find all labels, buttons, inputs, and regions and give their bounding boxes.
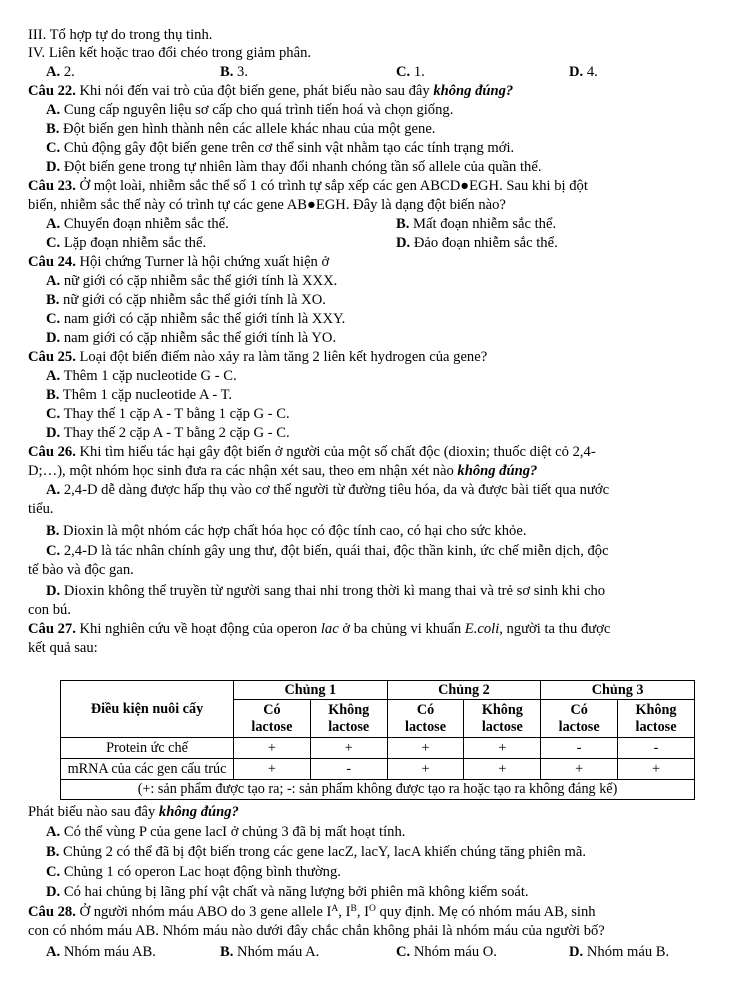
table-cell: - (618, 738, 695, 759)
q21-option-b: B. 3. (220, 64, 248, 80)
q21-option-d: D. 4. (569, 64, 598, 80)
q26-option-d: D. Dioxin không thể truyền từ người sang thai nhi trong thời kì mang thai và trẻ sơ sinh khi cho (46, 583, 606, 599)
q26-stem-cont: D;…), một nhóm học sinh đưa ra các nhận xét sau, theo em nhận xét nào không đúng? (28, 463, 538, 479)
q21-option-a: A. 2. (46, 64, 75, 80)
strain-header-2: Chủng 2 (387, 681, 541, 700)
q26-option-c-cont: tế bào và độc gan. (28, 562, 134, 578)
table-cell: + (464, 759, 541, 780)
q26-option-a: A. 2,4-D dễ dàng được hấp thụ vào cơ thể người từ đường tiêu hóa, da và được bài tiết qua nước (46, 482, 610, 498)
condition-header: Không lactose (618, 700, 695, 738)
table-cell: - (541, 738, 618, 759)
condition-header: Có lactose (541, 700, 618, 738)
table-legend-note: (+: sản phẩm được tạo ra; -: sản phẩm không được tạo ra hoặc tạo ra không đáng kể) (61, 780, 695, 800)
table-cell: + (618, 759, 695, 780)
table-cell: - (310, 759, 387, 780)
q24-option-c: C. nam giới có cặp nhiễm sắc thể giới tính là XXY. (46, 311, 346, 327)
table-cell: + (387, 759, 464, 780)
q26-stem: Câu 26. Khi tìm hiểu tác hại gây đột biến ở người của một số chất độc (dioxin; thuốc diệt cỏ 2,4- (28, 444, 596, 460)
q25-option-b: B. Thêm 1 cặp nucleotide A - T. (46, 387, 233, 403)
q28-option-a: A. Nhóm máu AB. (46, 944, 156, 960)
q22-option-b: B. Đột biến gen hình thành nên các allele khác nhau của một gene. (46, 121, 436, 137)
q27-option-b: B. Chủng 2 có thể đã bị đột biến trong các gene lacZ, lacY, lacA khiến chúng tăng phiên mã. (46, 844, 586, 860)
q26-option-c: C. 2,4-D là tác nhân chính gây ung thư, đột biến, quái thai, độc thần kinh, ức chế miễn dịch, độc (46, 543, 609, 559)
q22-option-a: A. Cung cấp nguyên liệu sơ cấp cho quá trình tiến hoá và chọn giống. (46, 102, 454, 118)
statement-iii: III. Tổ hợp tự do trong thụ tinh. (28, 27, 213, 43)
q23-option-a: A. Chuyển đoạn nhiễm sắc thể. (46, 216, 229, 232)
condition-header: Không lactose (464, 700, 541, 738)
table-cell: + (387, 738, 464, 759)
q22-option-d: D. Đột biến gene trong tự nhiên làm thay đổi nhanh chóng tần số allele của quần thể. (46, 159, 542, 175)
q21-option-c: C. 1. (396, 64, 425, 80)
table-cell: + (464, 738, 541, 759)
condition-header: Có lactose (387, 700, 464, 738)
q27-option-d: D. Có hai chủng bị lãng phí vật chất và năng lượng bởi phiên mã không kiểm soát. (46, 884, 529, 900)
statement-iv: IV. Liên kết hoặc trao đổi chéo trong giảm phân. (28, 45, 312, 61)
q23-option-c: C. Lặp đoạn nhiễm sắc thể. (46, 235, 207, 251)
q23-option-d: D. Đảo đoạn nhiễm sắc thể. (396, 235, 558, 251)
strain-header-1: Chủng 1 (234, 681, 388, 700)
q22-option-c: C. Chủ động gây đột biến gene trên cơ thể sinh vật nhằm tạo các tính trạng mới. (46, 140, 515, 156)
q25-stem: Câu 25. Loại đột biến điểm nào xảy ra làm tăng 2 liên kết hydrogen của gene? (28, 349, 488, 365)
q25-option-a: A. Thêm 1 cặp nucleotide G - C. (46, 368, 237, 384)
table-row (61, 738, 695, 759)
q28-stem: Câu 28. Ở người nhóm máu ABO do 3 gene allele $I^A$, $I^B$, $I^O$ quy định. Mẹ có nhóm máu AB, sinh (28, 904, 596, 920)
q26-option-b: B. Dioxin là một nhóm các hợp chất hóa học có độc tính cao, có hại cho sức khỏe. (46, 523, 527, 539)
table-cell: + (234, 759, 311, 780)
q23-stem: Câu 23. Ở một loài, nhiễm sắc thể số 1 có trình tự sắp xếp các gen ABCD●EGH. Sau khi bị đột (28, 178, 588, 194)
q24-stem: Câu 24. Hội chứng Turner là hội chứng xuất hiện ở (28, 254, 330, 270)
q27-option-a: A. Có thể vùng P của gene lacI ở chủng 3 đã bị mất hoạt tính. (46, 824, 406, 840)
table-cell: + (541, 759, 618, 780)
q28-option-b: B. Nhóm máu A. (220, 944, 320, 960)
q27-stem: Câu 27. Khi nghiên cứu về hoạt động của operon lac ở ba chủng vi khuẩn E.coli, người ta thu được (28, 621, 611, 637)
table-cell: + (310, 738, 387, 759)
table-row (61, 759, 695, 780)
q27-stem-cont: kết quả sau: (28, 640, 98, 656)
q22-stem: Câu 22. Khi nói đến vai trò của đột biến gene, phát biểu nào sau đây không đúng? (28, 83, 514, 99)
q26-option-d-cont: con bú. (28, 602, 71, 618)
q24-option-b: B. nữ giới có cặp nhiễm sắc thể giới tính là XO. (46, 292, 326, 308)
q24-option-a: A. nữ giới có cặp nhiễm sắc thể giới tính là XXX. (46, 273, 338, 289)
q27-question: Phát biểu nào sau đây không đúng? (28, 804, 239, 820)
q23-option-b: B. Mất đoạn nhiễm sắc thể. (396, 216, 557, 232)
q26-option-a-cont: tiểu. (28, 501, 54, 517)
q24-option-d: D. nam giới có cặp nhiễm sắc thể giới tính là YO. (46, 330, 337, 346)
q28-option-c: C. Nhóm máu O. (396, 944, 497, 960)
q23-stem-cont: biến, nhiễm sắc thể này có trình tự các gene AB●EGH. Đây là dạng đột biến nào? (28, 197, 506, 213)
results-table (60, 680, 695, 800)
table-cell: + (234, 738, 311, 759)
condition-header: Không lactose (310, 700, 387, 738)
strain-header-3: Chủng 3 (541, 681, 695, 700)
q27-option-c: C. Chủng 1 có operon Lac hoạt động bình thường. (46, 864, 341, 880)
table-corner-header: Điều kiện nuôi cấy (61, 681, 234, 738)
row-label: mRNA của các gen cấu trúc (61, 759, 234, 780)
q25-option-c: C. Thay thế 1 cặp A - T bằng 1 cặp G - C. (46, 406, 290, 422)
condition-header: Có lactose (234, 700, 311, 738)
q28-option-d: D. Nhóm máu B. (569, 944, 670, 960)
row-label: Protein ức chế (61, 738, 234, 759)
q25-option-d: D. Thay thế 2 cặp A - T bằng 2 cặp G - C. (46, 425, 290, 441)
q28-stem-cont: con có nhóm máu AB. Nhóm máu nào dưới đây chắc chắn không phải là nhóm máu của người bố? (28, 923, 605, 939)
